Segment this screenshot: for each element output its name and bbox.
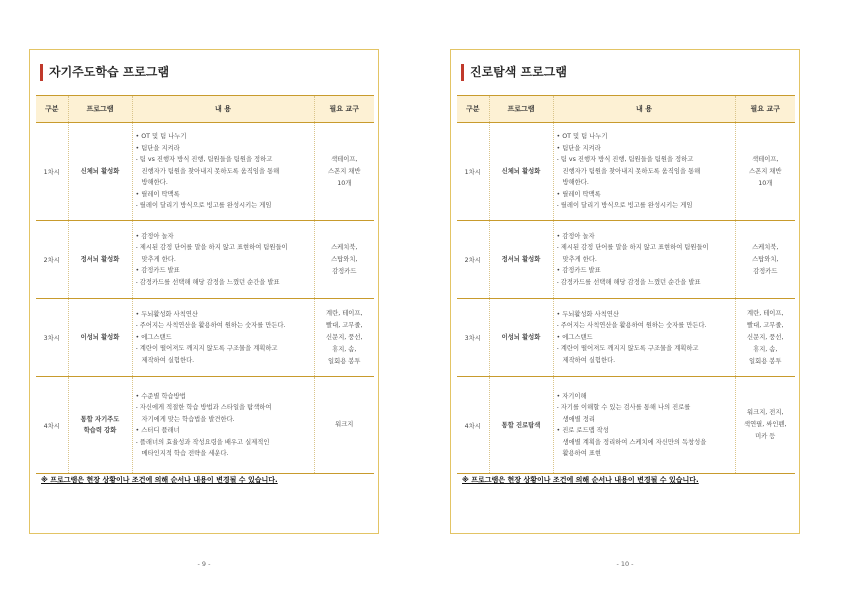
content-line: 활용하여 표현 [562, 450, 601, 457]
program-name-line: 학습력 강화 [83, 427, 117, 434]
header-content: 내 용 [553, 96, 735, 123]
content-line: - 감정카드를 선택해 해당 감정을 느꼈던 순간을 발표 [556, 278, 701, 286]
session-cell: 1차시 [457, 123, 489, 221]
content-line: • 감정카드 발표 [135, 267, 180, 275]
program-cell [489, 299, 553, 377]
content-line: - 제시된 감정 단어를 말을 하지 않고 표현하여 팀원들이 [135, 244, 288, 252]
tool-line: 미카 등 [755, 433, 776, 440]
tool-line: 일회용 봉투 [749, 357, 782, 365]
notice-text: ※ 프로그램은 현장 상황이나 조건에 의해 순서나 내용이 변경될 수 있습니다. [462, 476, 699, 484]
tool-line: 감정카드 [753, 267, 778, 275]
tool-line: 신문지, 풍선, [747, 333, 784, 341]
tool-line: 계란, 테이프, [326, 309, 363, 317]
content-cell [553, 299, 735, 377]
program-cell [489, 123, 553, 221]
table-row [36, 221, 374, 299]
notice-text: ※ 프로그램은 현장 상황이나 조건에 의해 순서나 내용이 변경될 수 있습니다. [41, 476, 278, 484]
table-row [36, 299, 374, 377]
content-line: 생애별 정리 [562, 415, 595, 423]
program-cell [489, 377, 553, 474]
content-line: • 두뇌활성화 사칙연산 [135, 310, 198, 318]
page-title: 진로탐색 프로그램 [461, 64, 567, 81]
document-page-right [450, 49, 800, 534]
content-line: 메타인지적 학습 전략을 세운다. [141, 450, 229, 457]
tools-cell [735, 123, 795, 221]
content-line: - 팀 vs 진행자 방식 진행, 팀원들을 팀원을 정하고 [556, 156, 694, 164]
page-title: 자기주도학습 프로그램 [40, 64, 169, 81]
program-cell [68, 123, 132, 221]
tool-line: 스폰지 채반 [328, 167, 361, 175]
content-line: • 팀단을 지켜라 [556, 144, 601, 152]
content-cell [132, 299, 314, 377]
program-table [457, 95, 795, 474]
tools-cell [314, 377, 374, 474]
tools-cell [314, 123, 374, 221]
tool-line: 빨대, 고무줄, [747, 321, 784, 329]
content-line: • 진로 로드맵 작성 [556, 427, 609, 434]
content-line: - 계란이 떨어져도 깨지지 않도록 구조물을 계획하고 [556, 345, 699, 353]
content-line: • 자기이해 [556, 392, 587, 400]
tool-line: 색테이프, [331, 155, 358, 163]
content-line: 방해한다. [141, 179, 168, 187]
content-line: - 플래너의 효율성과 작성요령을 배우고 실제적인 [135, 438, 270, 446]
tools-cell [735, 299, 795, 377]
content-line: 생애별 계획을 정리하여 스케치에 자신만의 독창성을 [562, 438, 707, 446]
content-line: • 스터디 플래너 [135, 427, 180, 434]
content-cell [132, 123, 314, 221]
header-program: 프로그램 [489, 96, 553, 123]
tool-line: 스케치북, [752, 243, 779, 251]
tool-line: 스케치북, [331, 243, 358, 251]
content-line: - 주어지는 사칙연산을 활용하여 원하는 숫자를 만든다. [556, 322, 707, 330]
table-body [457, 123, 795, 474]
session-cell: 2차시 [36, 221, 68, 299]
tool-line: 일회용 봉투 [328, 357, 361, 365]
content-line: • 릴레이 딱맥록 [556, 190, 601, 198]
content-line: - 릴레이 달리기 방식으로 빙고를 완성시키는 게임 [135, 202, 272, 210]
session-cell: 4차시 [457, 377, 489, 474]
table-row [36, 123, 374, 221]
tool-line: 휴지, 솜, [332, 345, 357, 353]
content-cell [132, 377, 314, 474]
content-line: 방해한다. [562, 179, 589, 187]
program-table [36, 95, 374, 474]
tools-cell [314, 299, 374, 377]
tool-line: 스폰지 채반 [749, 167, 782, 175]
header-session: 구분 [36, 96, 68, 123]
tool-line: 스탑와치, [331, 255, 358, 263]
content-line: • 수준별 학습방법 [135, 392, 186, 400]
content-line: - 릴레이 달리기 방식으로 빙고를 완성시키는 게임 [556, 202, 693, 210]
header-session: 구분 [457, 96, 489, 123]
content-line: • 감정카드 발표 [556, 267, 601, 275]
tool-line: 휴지, 솜, [753, 345, 778, 353]
content-line: - 계란이 떨어져도 깨지지 않도록 구조물을 계획하고 [135, 345, 278, 353]
program-name-line: 신체뇌 활성화 [80, 168, 120, 175]
content-line: 진행자가 팀원을 찾아내지 못하도록 움직임을 통해 [562, 167, 701, 175]
header-tools: 필요 교구 [314, 96, 374, 123]
content-line: 제작하여 실험한다. [141, 356, 195, 364]
content-line: - 주어지는 사칙연산을 활용하여 원하는 숫자를 만든다. [135, 322, 286, 330]
content-cell [553, 221, 735, 299]
document-page-left [29, 49, 379, 534]
content-line: • 에그스탠드 [556, 333, 593, 341]
tool-line: 10개 [758, 179, 773, 187]
content-line: • 릴레이 딱맥록 [135, 190, 180, 198]
tools-cell [735, 377, 795, 474]
tool-line: 계란, 테이프, [747, 309, 784, 317]
content-line: • 두뇌활성화 사칙연산 [556, 310, 619, 318]
program-name-line: 정서뇌 활성화 [80, 256, 120, 263]
content-line: 진행자가 팀원을 찾아내지 못하도록 움직임을 통해 [141, 167, 280, 175]
content-line: • 에그스탠드 [135, 333, 172, 341]
page-number: - 10 - [616, 560, 634, 568]
table-row [457, 299, 795, 377]
header-program: 프로그램 [68, 96, 132, 123]
tool-line: 색연필, 싸인펜, [743, 421, 787, 428]
table-body [36, 123, 374, 474]
program-cell [68, 221, 132, 299]
tool-line: 10개 [337, 179, 352, 187]
tool-line: 워크지 [335, 421, 354, 428]
content-line: • OT 및 팀 나누기 [135, 133, 187, 141]
content-line: 제작하여 실험한다. [562, 356, 616, 364]
tool-line: 색테이프, [752, 155, 779, 163]
program-name-line: 통합 진로탐색 [501, 421, 541, 429]
program-cell [68, 377, 132, 474]
table-header-row [36, 96, 374, 123]
tools-cell [735, 221, 795, 299]
content-line: - 팀 vs 진행자 방식 진행, 팀원들을 팀원을 정하고 [135, 156, 273, 164]
program-name-line: 이성뇌 활성화 [501, 334, 541, 341]
program-name-line: 이성뇌 활성화 [80, 334, 120, 341]
table-row [457, 221, 795, 299]
session-cell: 3차시 [36, 299, 68, 377]
content-line: - 감정카드를 선택해 해당 감정을 느꼈던 순간을 발표 [135, 278, 280, 286]
program-name-line: 통합 자기주도 [80, 416, 120, 423]
program-cell [489, 221, 553, 299]
content-cell [132, 221, 314, 299]
table-header-row [457, 96, 795, 123]
session-cell: 3차시 [457, 299, 489, 377]
tool-line: 빨대, 고무줄, [326, 321, 363, 329]
tools-cell [314, 221, 374, 299]
tool-line: 스탑와치, [752, 255, 779, 263]
page-number: - 9 - [197, 560, 211, 568]
content-line: • 팀단을 지켜라 [135, 144, 180, 152]
session-cell: 2차시 [457, 221, 489, 299]
content-line: • 감정아 놀자 [135, 232, 174, 240]
table-row [36, 377, 374, 474]
content-line: 맞추게 한다. [562, 255, 597, 263]
content-cell [553, 123, 735, 221]
program-cell [68, 299, 132, 377]
tool-line: 워크지, 전지, [747, 409, 784, 416]
content-cell [553, 377, 735, 474]
table-row [457, 123, 795, 221]
program-name-line: 신체뇌 활성화 [501, 168, 541, 175]
content-line: • OT 및 팀 나누기 [556, 133, 608, 141]
session-cell: 1차시 [36, 123, 68, 221]
tool-line: 감정카드 [332, 267, 357, 275]
tool-line: 신문지, 풍선, [326, 333, 363, 341]
content-line: - 자기를 이해할 수 있는 검사를 통해 나의 진로를 [556, 404, 691, 411]
table-row [457, 377, 795, 474]
header-tools: 필요 교구 [735, 96, 795, 123]
content-line: 맞추게 한다. [141, 255, 176, 263]
header-content: 내 용 [132, 96, 314, 123]
session-cell: 4차시 [36, 377, 68, 474]
content-line: - 자신에게 적절한 학습 방법과 스타일을 탐색하여 [135, 404, 272, 411]
content-line: • 감정아 놀자 [556, 232, 595, 240]
program-name-line: 정서뇌 활성화 [501, 256, 541, 263]
content-line: 자기에게 맞는 학습법을 발견한다. [141, 415, 235, 423]
content-line: - 제시된 감정 단어를 말을 하지 않고 표현하여 팀원들이 [556, 244, 709, 252]
